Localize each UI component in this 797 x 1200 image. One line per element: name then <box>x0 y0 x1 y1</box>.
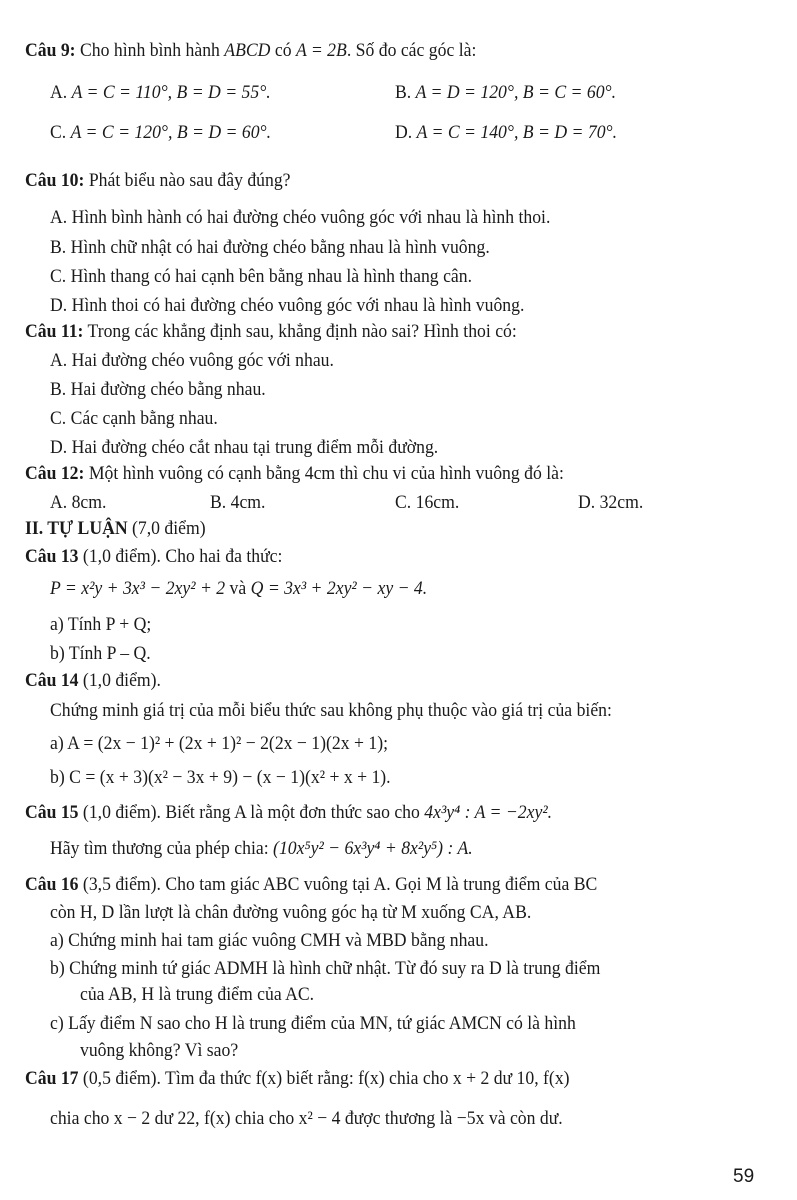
formula: (10x⁵y² − 6x³y⁴ + 8x²y⁵) : A. <box>273 838 473 859</box>
question-11 <box>25 321 517 343</box>
option-a: A. 8cm. <box>50 492 107 513</box>
question-text: (3,5 điểm). Cho tam giác ABC vuông tại A. Gọi M là trung điểm của BC <box>78 874 598 895</box>
question-text: (1,0 điểm). Cho hai đa thức: <box>78 546 283 567</box>
option-c: C. Hình thang có hai cạnh bên bằng nhau là hình thang cân. <box>50 266 473 287</box>
part-b: b) Tính P – Q. <box>50 643 151 664</box>
option-a: A. Hai đường chéo vuông góc với nhau. <box>50 350 334 371</box>
question-13 <box>25 546 282 568</box>
option-d: D. 32cm. <box>578 492 644 513</box>
question-text: . Số đo các góc là: <box>346 40 477 61</box>
option-row <box>395 122 617 144</box>
part-b: b) Chứng minh tứ giác ADMH là hình chữ nhật. Từ đó suy ra D là trung điểm <box>50 958 601 979</box>
option-letter: B. <box>395 82 412 103</box>
option-row <box>395 82 616 104</box>
option-d: A = C = 140°, B = D = 70°. <box>416 122 618 143</box>
option-c: C. 16cm. <box>395 492 460 513</box>
question-text: chia cho x − 2 dư 22, f(x) chia cho x² − 4 được thương là −5x và còn dư. <box>50 1108 563 1129</box>
question-label: Câu 12: <box>25 463 85 484</box>
section-heading <box>25 518 206 540</box>
option-letter: A. <box>50 82 68 103</box>
part-b: b) C = (x + 3)(x² − 3x + 9) − (x − 1)(x² + x + 1). <box>50 767 391 788</box>
question-label: Câu 14 <box>25 670 79 691</box>
question-label: Câu 17 <box>25 1068 79 1089</box>
shape-name: ABCD <box>224 40 271 61</box>
question-text: Một hình vuông có cạnh bằng 4cm thì chu vi của hình vuông đó là: <box>84 463 564 484</box>
part-c-continued: vuông không? Vì sao? <box>80 1040 239 1061</box>
part-b-continued: của AB, H là trung điểm của AC. <box>80 984 315 1005</box>
formula-line <box>50 578 427 600</box>
polynomial-p: P = x²y + 3x³ − 2xy² + 2 <box>50 578 226 599</box>
polynomial-q: Q = 3x³ + 2xy² − xy − 4. <box>250 578 428 599</box>
section-points: (7,0 điểm) <box>127 518 206 539</box>
part-a: a) A = (2x − 1)² + (2x + 1)² − 2(2x − 1)(2x + 1); <box>50 733 388 754</box>
question-label: Câu 15 <box>25 802 79 823</box>
question-text: Trong các khẳng định sau, khẳng định nào sai? Hình thoi có: <box>83 321 517 342</box>
option-b: B. Hai đường chéo bằng nhau. <box>50 379 266 400</box>
question-text: Hãy tìm thương của phép chia: <box>50 838 274 859</box>
question-text: Phát biểu nào sau đây đúng? <box>84 170 291 191</box>
option-c: A = C = 120°, B = D = 60°. <box>70 122 272 143</box>
option-letter: D. <box>395 122 413 143</box>
question-14 <box>25 670 161 692</box>
question-label: Câu 16 <box>25 874 79 895</box>
option-b: B. Hình chữ nhật có hai đường chéo bằng nhau là hình vuông. <box>50 237 490 258</box>
angle-condition: A = 2B <box>295 40 347 61</box>
option-a: A. Hình bình hành có hai đường chéo vuông góc với nhau là hình thoi. <box>50 207 551 228</box>
question-text: còn H, D lần lượt là chân đường vuông góc hạ từ M xuống CA, AB. <box>50 902 532 923</box>
question-text: Cho hình bình hành <box>75 40 225 61</box>
option-b: B. 4cm. <box>210 492 266 513</box>
question-10 <box>25 170 291 192</box>
question-intro: Chứng minh giá trị của mỗi biểu thức sau không phụ thuộc vào giá trị của biến: <box>50 700 612 721</box>
part-a: a) Chứng minh hai tam giác vuông CMH và MBD bằng nhau. <box>50 930 489 951</box>
option-letter: C. <box>50 122 67 143</box>
question-text: có <box>270 40 296 61</box>
option-row <box>50 82 271 104</box>
question-9 <box>25 40 476 62</box>
question-17 <box>25 1068 570 1090</box>
option-a: A = C = 110°, B = D = 55°. <box>71 82 271 103</box>
question-label: Câu 10: <box>25 170 85 191</box>
question-text: (0,5 điểm). Tìm đa thức f(x) biết rằng: f(x) chia cho x + 2 dư 10, f(x) <box>78 1068 570 1089</box>
option-d: D. Hình thoi có hai đường chéo vuông góc với nhau là hình vuông. <box>50 295 525 316</box>
option-row <box>50 122 271 144</box>
question-label: Câu 9: <box>25 40 76 61</box>
question-text: (1,0 điểm). <box>78 670 161 691</box>
formula: 4x³y⁴ : A = −2xy². <box>424 802 553 823</box>
question-text: (1,0 điểm). Biết rằng A là một đơn thức sao cho <box>78 802 425 823</box>
option-b: A = D = 120°, B = C = 60°. <box>415 82 617 103</box>
question-15 <box>25 802 552 824</box>
option-c: C. Các cạnh bằng nhau. <box>50 408 218 429</box>
question-label: Câu 11: <box>25 321 84 342</box>
question-12 <box>25 463 564 485</box>
page-number: 59 <box>733 1166 755 1187</box>
option-d: D. Hai đường chéo cắt nhau tại trung điểm mỗi đường. <box>50 437 439 458</box>
part-a: a) Tính P + Q; <box>50 614 152 635</box>
section-title: II. TỰ LUẬN <box>25 518 128 539</box>
part-c: c) Lấy điểm N sao cho H là trung điểm của MN, tứ giác AMCN có là hình <box>50 1013 576 1034</box>
question-16 <box>25 874 597 896</box>
conjunction: và <box>225 578 251 599</box>
question-label: Câu 13 <box>25 546 79 567</box>
question-line <box>50 838 473 860</box>
